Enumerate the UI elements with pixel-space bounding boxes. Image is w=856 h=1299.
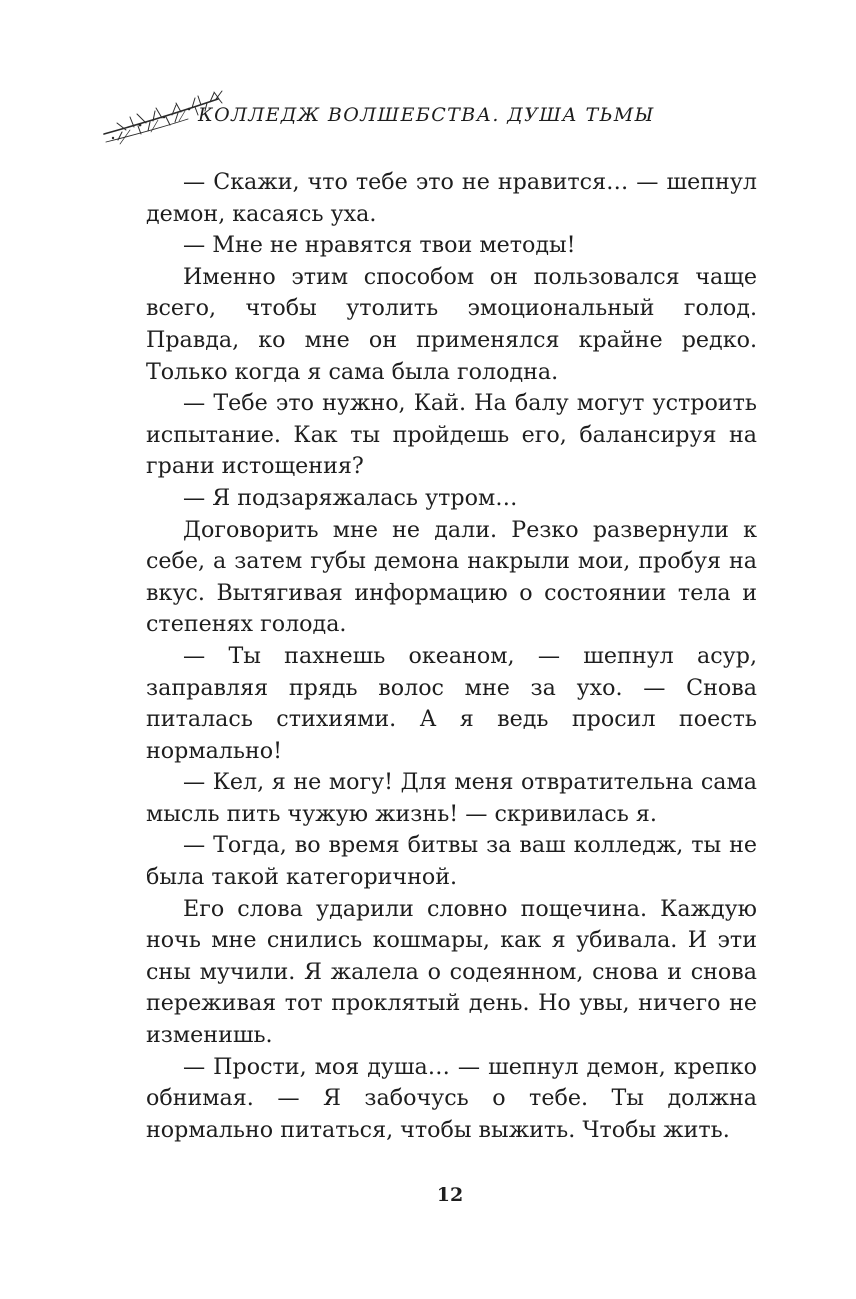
paragraph: — Кел, я не могу! Для меня отвратительна сама мысль пить чужую жизнь! — скривилась я. [146,769,757,827]
paragraph: — Ты пахнешь океаном, — шепнул асур, заправляя прядь волос мне за ухо. — Снова питалась стихиями. А я ведь просил поесть нормально! [146,642,757,764]
paragraph: — Тебе это нужно, Кай. На балу могут устроить испытание. Как ты пройдешь его, балансируя на грани истощения? [146,390,757,480]
page-number: 12 [436,1184,464,1206]
running-title: КОЛЛЕДЖ ВОЛШЕБСТВА. ДУША ТЬМЫ [198,104,655,126]
page-header [100,72,655,152]
paragraph: — Я подзаряжалась утром… [183,484,518,511]
body-text [146,167,757,1146]
paragraph: — Мне не нравятся твои методы! [183,232,576,259]
paragraph: Именно этим способом он пользовался чаще всего, чтобы утолить эмоциональный голод. Правда, ко мне он применялся крайне редко. Только когда я сама была голодна. [146,263,757,385]
paragraph: — Скажи, что тебе это не нравится… — шепнул демон, касаясь уха. [146,169,757,227]
paragraph: Договорить мне не дали. Резко развернули к себе, а затем губы демона накрыли мои, пробуя на вкус. Вытягивая информацию о состоянии тела и степенях голода. [146,516,757,638]
paragraph: Его слова ударили словно пощечина. Каждую ночь мне снились кошмары, как я убивала. И эти сны мучили. Я жалела о содеянном, снова и снова переживая тот проклятый день. Но увы, ничего не изменишь. [146,895,757,1049]
paragraph: — Прости, моя душа… — шепнул демон, крепко обнимая. — Я забочусь о тебе. Ты должна нормально питаться, чтобы выжить. Чтобы жить. [146,1053,757,1143]
paragraph: — Тогда, во время битвы за ваш колледж, ты не была такой категоричной. [146,832,757,891]
